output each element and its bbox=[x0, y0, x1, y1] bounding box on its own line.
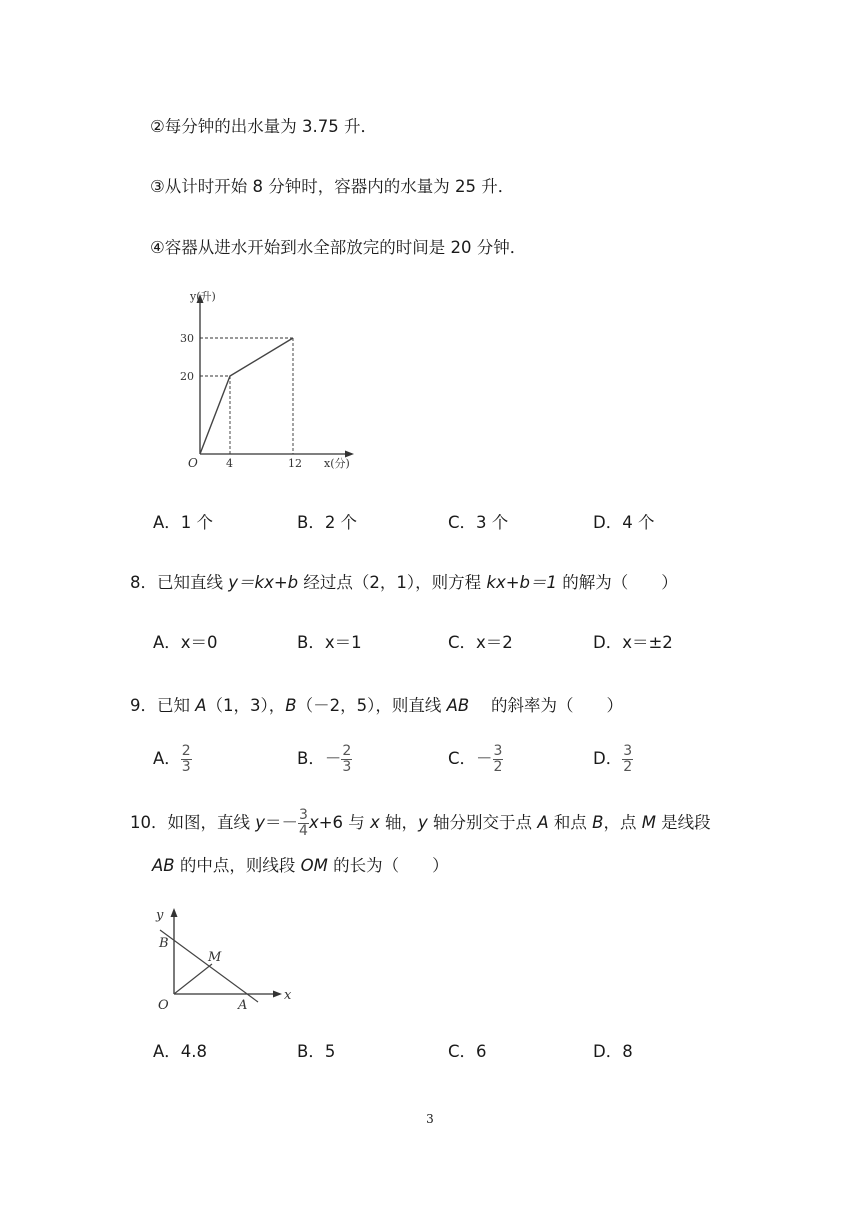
q10-text-3: 轴分别交于点 bbox=[427, 813, 538, 832]
q10-point-a: A bbox=[537, 813, 549, 832]
graph7-volume-line bbox=[200, 338, 293, 454]
q10-text-5: ，点 bbox=[603, 813, 642, 832]
graph10-y-label: y bbox=[156, 908, 164, 923]
q10-eq-y: y bbox=[255, 813, 266, 832]
q8-number: 8． bbox=[130, 573, 157, 592]
q9-option-b bbox=[297, 744, 352, 775]
q9-a-den: 3 bbox=[181, 759, 191, 775]
graph10-y-arrow bbox=[171, 908, 178, 917]
graph10-segment-om bbox=[174, 964, 212, 994]
graph10-b-label: B bbox=[159, 936, 169, 951]
q10-text-4: 和点 bbox=[548, 813, 593, 832]
q10-point-m: M bbox=[641, 813, 656, 832]
q10-segment-ab: AB bbox=[152, 856, 175, 875]
statement-4: ④容器从进水开始到水全部放完的时间是 20 分钟． bbox=[150, 238, 527, 257]
q10-option-c: C．6 bbox=[448, 1042, 487, 1061]
q10-point-b: B bbox=[592, 813, 604, 832]
q9-text-4: 的斜率为（ ） bbox=[469, 696, 623, 715]
q10-eq-eq: ＝－ bbox=[265, 813, 299, 832]
q9-option-b-fraction bbox=[341, 744, 352, 775]
q10-option-b: B．5 bbox=[297, 1042, 336, 1061]
q10-frac-num: 3 bbox=[299, 807, 308, 823]
q10-frac-den: 4 bbox=[299, 823, 308, 839]
q9-b-num: 2 bbox=[342, 743, 352, 759]
q9-option-a-fraction bbox=[181, 744, 192, 775]
q9-option-a-label: A． bbox=[153, 749, 181, 768]
q8-text-1: 已知直线 bbox=[157, 573, 229, 592]
statement-2: ②每分钟的出水量为 3.75 升． bbox=[150, 117, 378, 136]
q8-equation-2: kx+b＝1 bbox=[486, 573, 558, 592]
q7-option-d: D．4 个 bbox=[593, 513, 655, 532]
q9-point-b: B bbox=[285, 696, 297, 715]
q9-option-c-fraction bbox=[493, 744, 504, 775]
graph7-tick-20: 20 bbox=[180, 370, 194, 383]
graph7-tick-30: 30 bbox=[180, 332, 194, 345]
page-number: 3 bbox=[426, 1112, 434, 1126]
q8-text-2: 经过点（2，1），则方程 bbox=[298, 573, 487, 592]
statement-3: ③从计时开始 8 分钟时，容器内的水量为 25 升． bbox=[150, 177, 515, 196]
graph10-x-arrow bbox=[273, 991, 282, 998]
q8-option-c: C．x＝2 bbox=[448, 633, 513, 652]
graph10-origin: O bbox=[158, 998, 169, 1013]
q9-b-den: 3 bbox=[342, 759, 352, 775]
q10-text-6: 是线段 bbox=[655, 813, 711, 832]
q9-d-den: 2 bbox=[623, 759, 633, 775]
question-8 bbox=[130, 572, 678, 594]
question-9 bbox=[130, 695, 623, 717]
q10-segment-om: OM bbox=[300, 856, 328, 875]
graph7-origin: O bbox=[188, 456, 198, 470]
question-10-line-2 bbox=[152, 855, 449, 877]
q10-fraction bbox=[298, 808, 309, 839]
q9-option-c bbox=[448, 744, 503, 775]
graph7-x-label: x(分) bbox=[324, 457, 350, 470]
q10-option-d: D．8 bbox=[593, 1042, 633, 1061]
graph10-a-label: A bbox=[238, 998, 248, 1013]
q9-point-a: A bbox=[195, 696, 207, 715]
q8-option-a: A．x＝0 bbox=[153, 633, 218, 652]
q7-option-c: C．3 个 bbox=[448, 513, 509, 532]
q10-text-2: 轴， bbox=[379, 813, 419, 832]
q10-x-axis-name: x bbox=[370, 813, 380, 832]
graph10-x-label: x bbox=[284, 988, 292, 1003]
q8-equation-1: y＝kx+b bbox=[228, 573, 299, 592]
q9-d-num: 3 bbox=[623, 743, 633, 759]
q9-text-2: （1，3）， bbox=[206, 696, 286, 715]
q9-option-d-fraction bbox=[622, 744, 633, 775]
q9-number: 9． bbox=[130, 696, 157, 715]
graph7-tick-12: 12 bbox=[288, 457, 302, 470]
graph10-m-label: M bbox=[208, 950, 222, 965]
q9-option-d bbox=[593, 744, 633, 775]
question-10-line-1 bbox=[130, 808, 711, 839]
q7-option-a: A．1 个 bbox=[153, 513, 214, 532]
q9-option-a bbox=[153, 744, 192, 775]
q8-option-d: D．x＝±2 bbox=[593, 633, 673, 652]
q9-line-ab: AB bbox=[446, 696, 470, 715]
q10-text-1: 如图，直线 bbox=[167, 813, 256, 832]
q8-text-3: 的解为（ ） bbox=[557, 573, 678, 592]
q9-c-num: 3 bbox=[493, 743, 503, 759]
q9-c-den: 2 bbox=[493, 759, 503, 775]
q7-option-b: B．2 个 bbox=[297, 513, 358, 532]
q10-y-axis-name: y bbox=[418, 813, 428, 832]
q9-a-num: 2 bbox=[181, 743, 191, 759]
q9-text-1: 已知 bbox=[157, 696, 196, 715]
q9-option-d-label: D． bbox=[593, 749, 623, 768]
line-intersection-graph bbox=[150, 900, 300, 1015]
water-volume-graph bbox=[178, 286, 368, 476]
q10-line2-text-2: 的长为（ ） bbox=[327, 856, 449, 875]
q10-number: 10． bbox=[130, 813, 168, 832]
q10-line2-text-1: 的中点，则线段 bbox=[174, 856, 301, 875]
graph7-y-label: y(升) bbox=[190, 290, 216, 303]
q9-option-b-label: B．－ bbox=[297, 749, 342, 768]
q9-option-c-label: C．－ bbox=[448, 749, 493, 768]
graph7-tick-4: 4 bbox=[226, 457, 233, 470]
q10-option-a: A．4.8 bbox=[153, 1042, 208, 1061]
q10-eq-x: x bbox=[308, 813, 319, 832]
q10-eq-rest: +6 与 bbox=[318, 813, 371, 832]
q8-option-b: B．x＝1 bbox=[297, 633, 362, 652]
q9-text-3: （－2，5），则直线 bbox=[296, 696, 447, 715]
